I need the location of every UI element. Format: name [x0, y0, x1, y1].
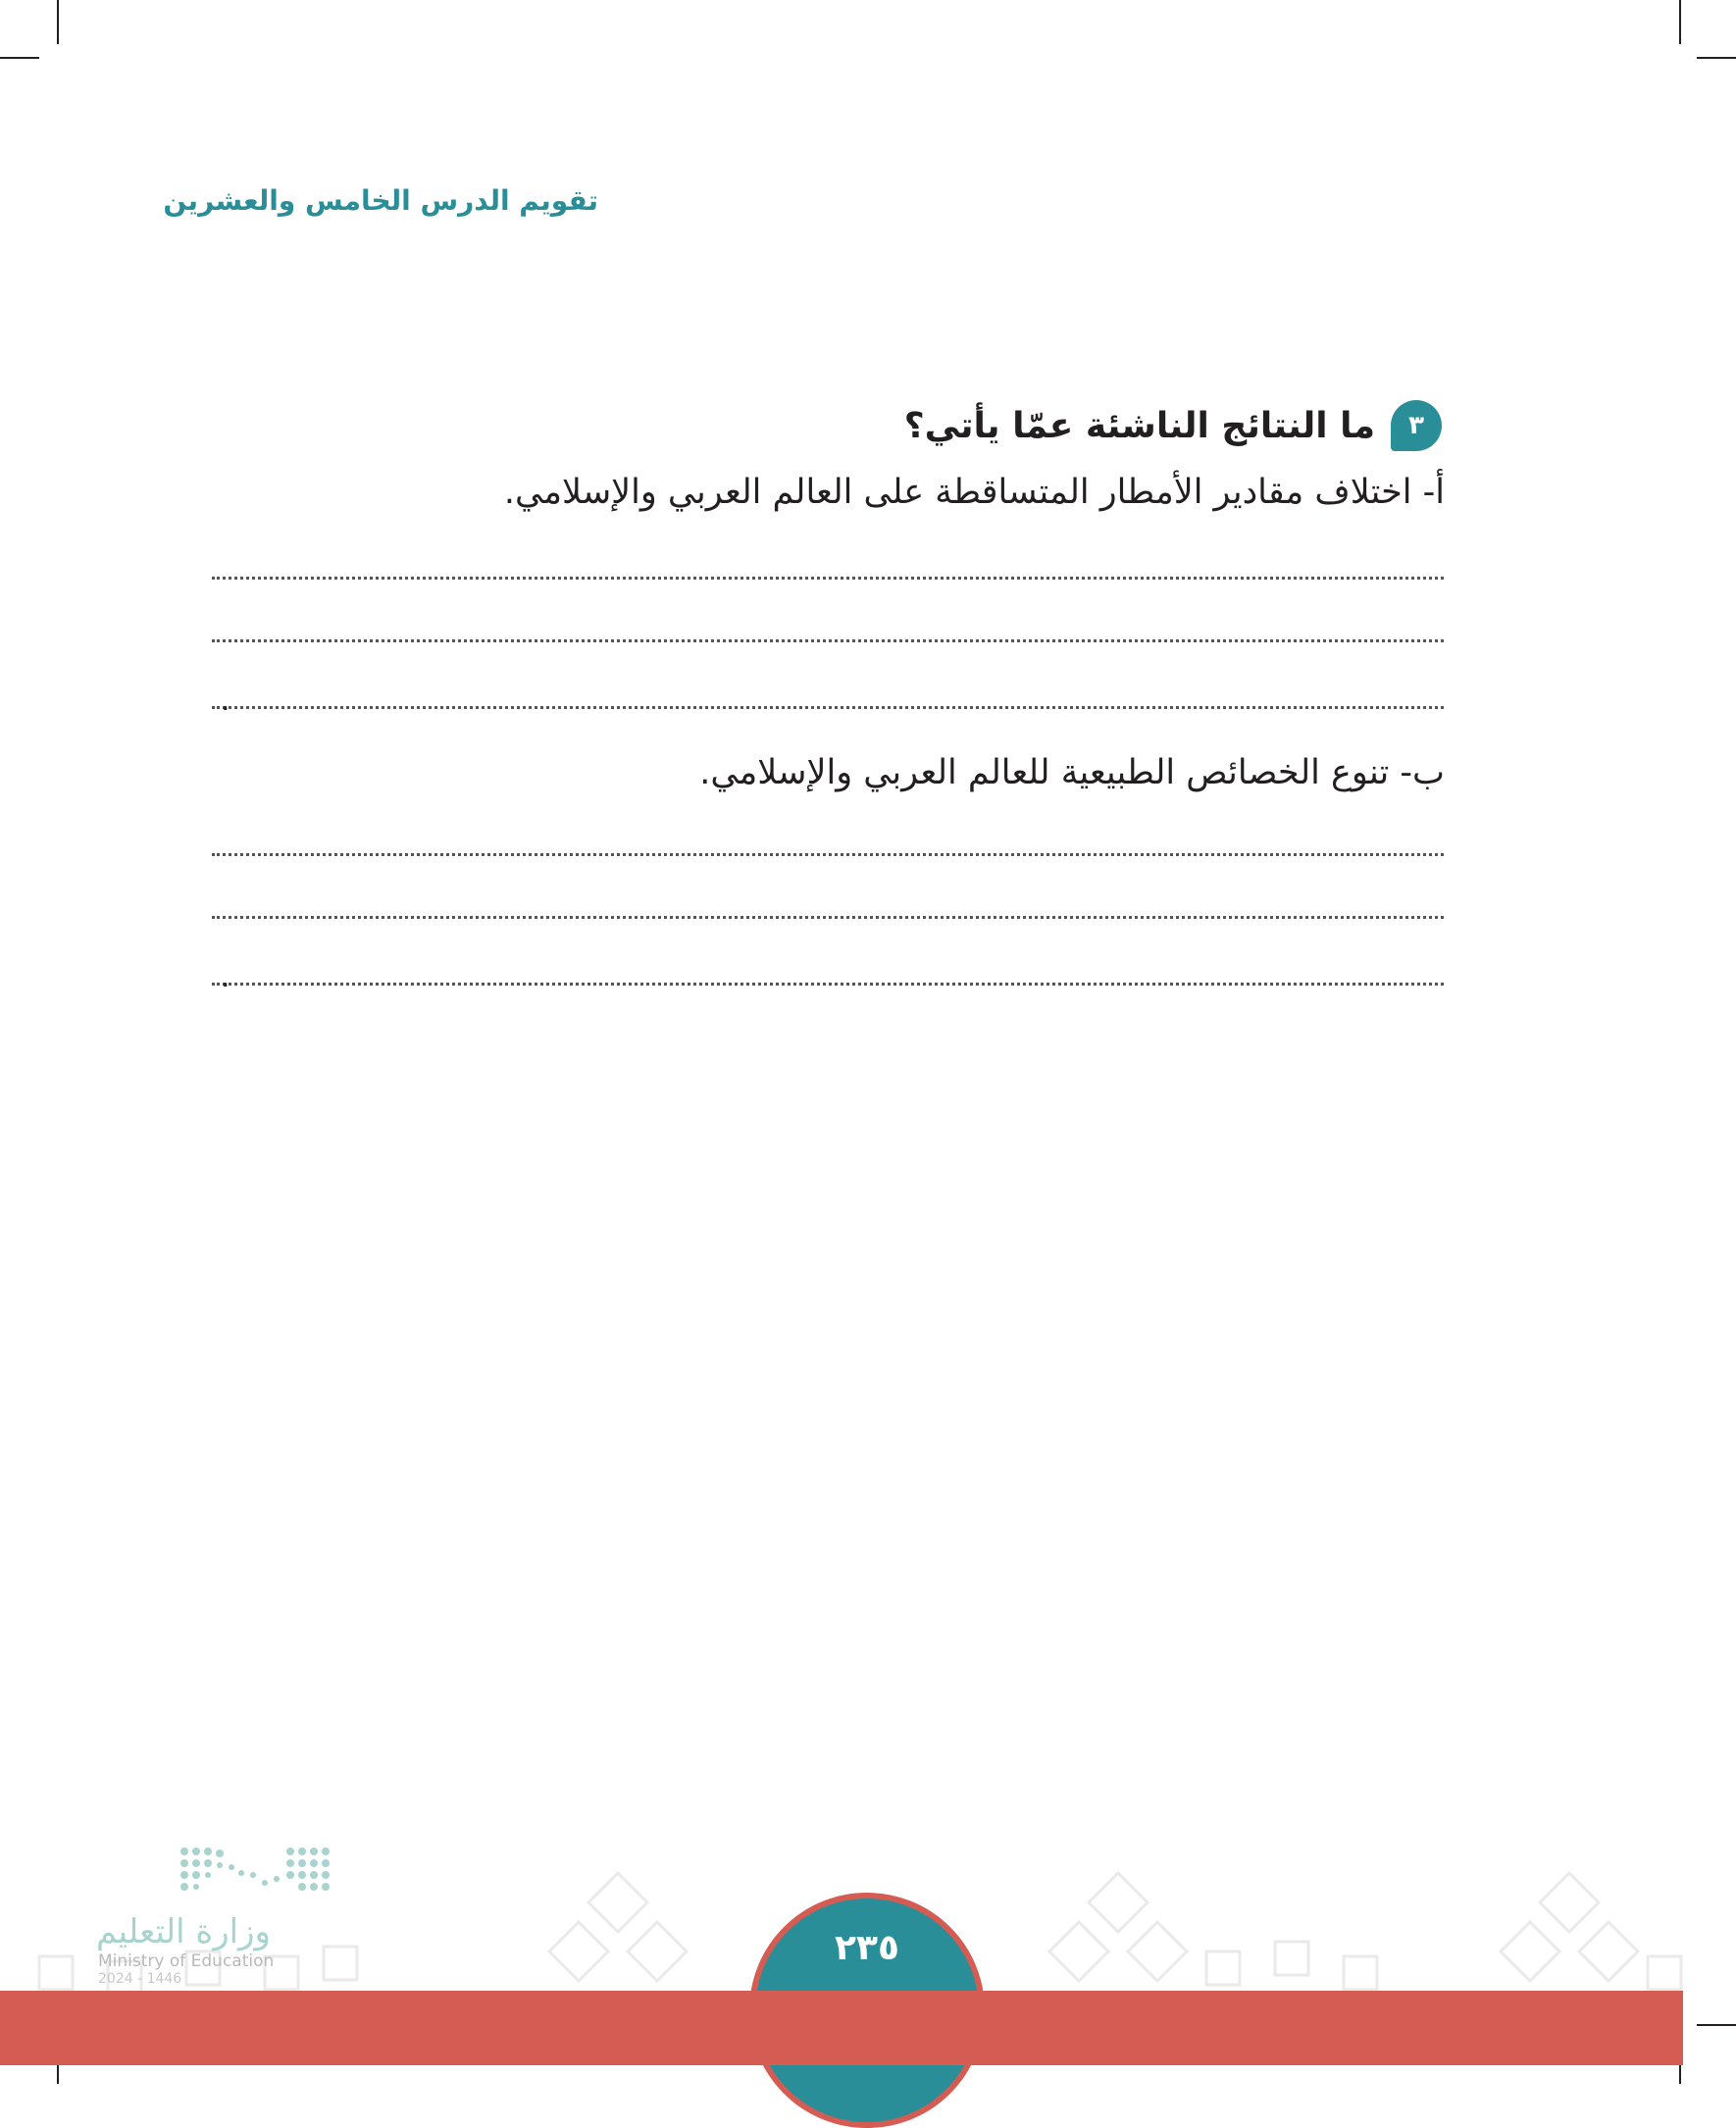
- answer-line[interactable]: [212, 639, 1444, 642]
- crop-mark: [1697, 57, 1736, 59]
- page-number: ٢٣٥: [835, 1928, 899, 1968]
- answer-line[interactable]: [212, 577, 1444, 580]
- answer-line[interactable]: [212, 853, 1444, 856]
- answer-line[interactable]: [212, 983, 1444, 986]
- answer-end-mark: .: [221, 960, 230, 994]
- question-header: [904, 400, 1442, 451]
- question-item-b: ب- تنوع الخصائص الطبيعية للعالم العربي والإسلامي.: [699, 753, 1445, 792]
- answer-line[interactable]: [212, 706, 1444, 709]
- ministry-year: 2024 - 1446: [98, 1971, 182, 1987]
- footer-band: [0, 1991, 1683, 2065]
- question-number-badge: ٣: [1391, 400, 1442, 451]
- crop-mark: [57, 0, 59, 44]
- crop-mark: [0, 57, 39, 59]
- ministry-name-en: Ministry of Education: [98, 1951, 275, 1971]
- lesson-title: تقويم الدرس الخامس والعشرين: [163, 184, 598, 217]
- ministry-name-ar: وزارة التعليم: [96, 1912, 271, 1951]
- question-text: ما النتائج الناشئة عمّا يأتي؟: [903, 405, 1375, 446]
- answer-line[interactable]: [212, 916, 1444, 919]
- crop-mark: [1679, 0, 1681, 44]
- question-item-a: أ- اختلاف مقادير الأمطار المتساقطة على العالم العربي والإسلامي.: [503, 473, 1445, 512]
- crop-mark: [1697, 2024, 1736, 2026]
- answer-end-mark: .: [221, 684, 230, 718]
